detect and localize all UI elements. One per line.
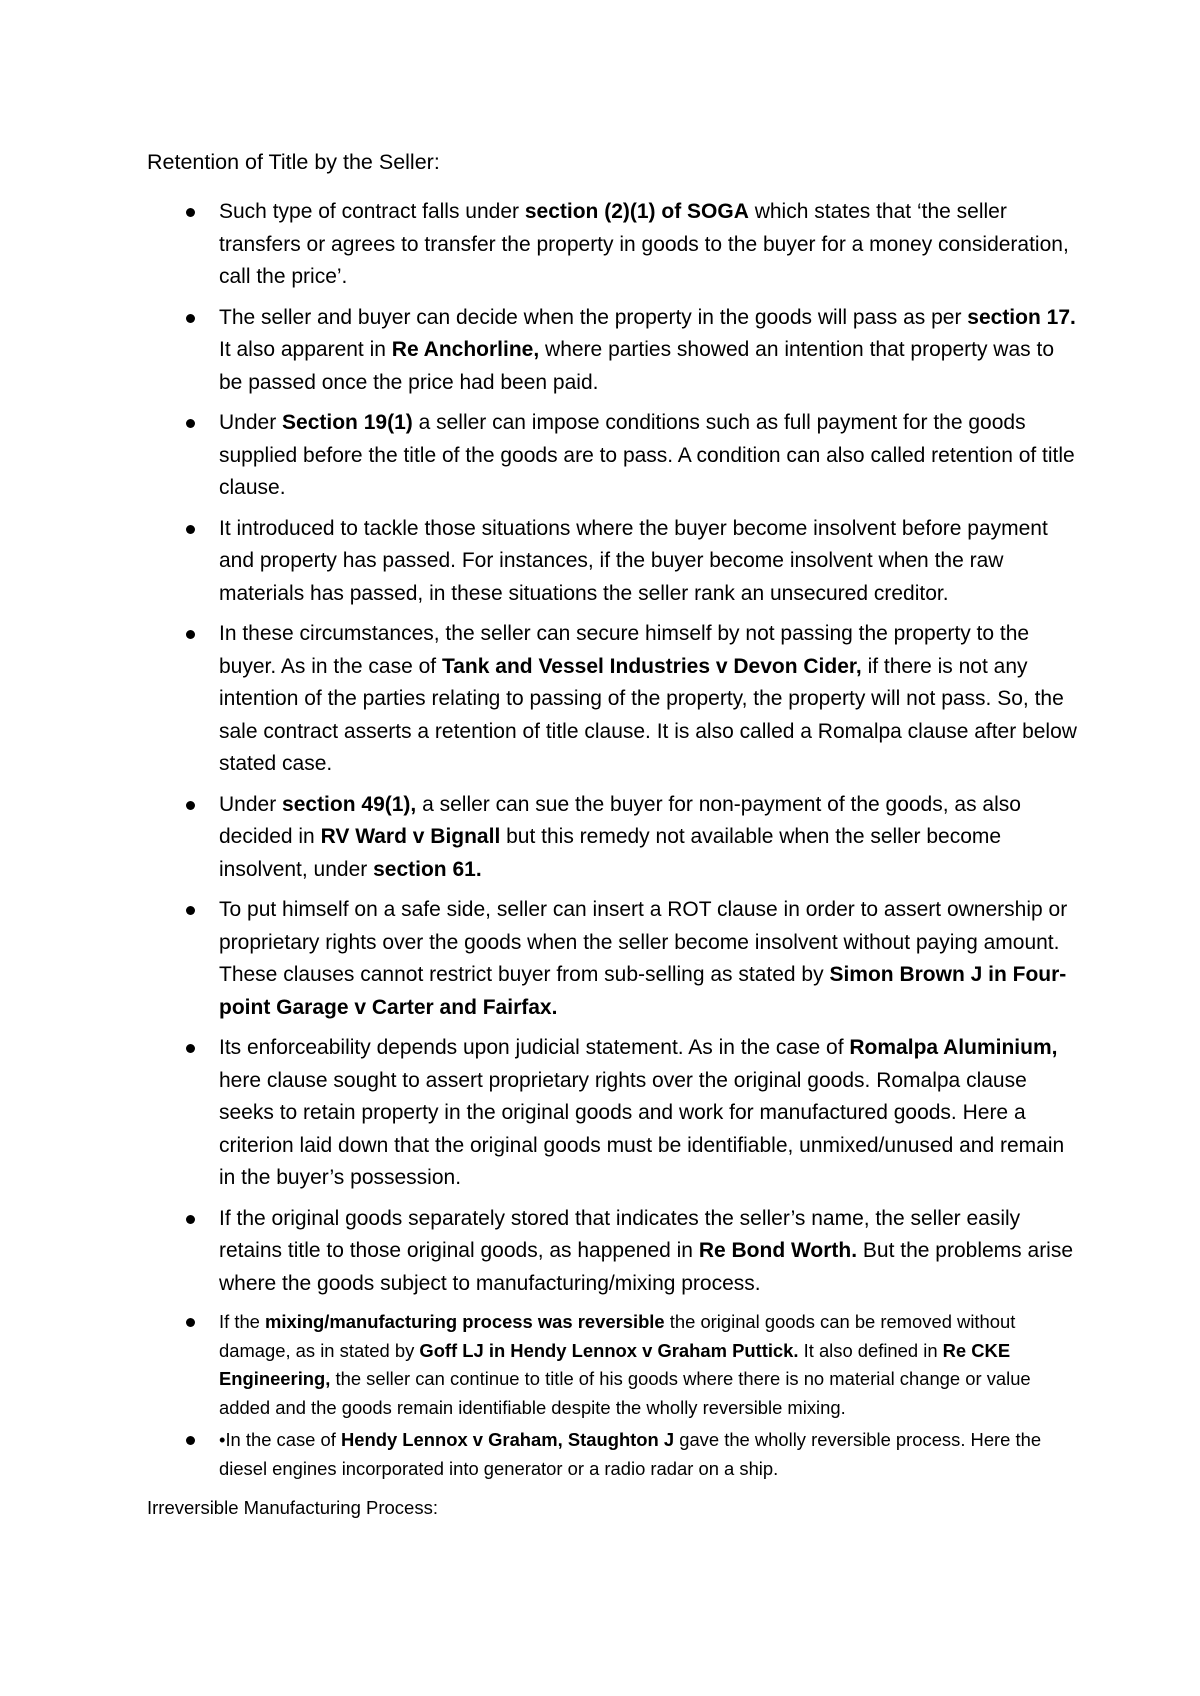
bullet-dot-icon [186,801,195,810]
bullet-dot-icon [186,1318,195,1327]
body-text: It also apparent in [219,338,392,361]
bold-text: Re Anchorline, [391,338,540,361]
bullet-item [0,789,1079,887]
bullet-dot-icon [186,419,195,428]
bold-text: mixing/manufacturing process was reversible [265,1311,665,1332]
body-text: In these circumstances, the seller can secure himself by not passing the property to the buyer. As in the case of [219,622,1030,678]
body-text: if there is not any intention of the parties relating to passing of the property, the property will not pass. So, the sale contract asserts a retention of title clause. It is also called a Romalpa clause after below stated case. [219,654,1077,775]
body-text: •In the case of [219,1429,341,1450]
body-text: Such type of contract falls under [219,200,525,223]
body-text: a seller can sue the buyer for non-payment of the goods, as also decided in [219,792,1021,848]
body-text: where parties showed an intention that property was to be passed once the price had been paid. [219,338,1055,394]
bullet-dot-icon [186,1044,195,1053]
bullet-item [0,1308,1079,1422]
bullet-item [0,894,1079,1024]
bullet-dot-icon [186,208,195,217]
bold-text: Goff LJ in Hendy Lennox v Graham Puttick. [419,1339,799,1361]
body-text: But the problems arise where the goods subject to manufacturing/mixing process. [219,1239,1074,1295]
bold-text: section 17. [967,305,1076,329]
bold-text: section 49(1), [282,792,417,816]
bullet-dot-icon [186,1215,195,1224]
bullet-item [0,618,1079,781]
bullet-dot-icon [186,630,195,639]
bold-text: RV Ward v Bignall [320,825,501,848]
bullet-item [0,407,1079,505]
next-section-heading: Irreversible Manufacturing Process: [147,1497,438,1518]
bold-text: Re CKE Engineering, [219,1339,1011,1389]
body-text: Under [219,411,283,434]
bold-text: section (2)(1) of SOGA [524,200,749,223]
bullet-item [0,513,1079,611]
bullet-item [0,302,1079,400]
bullet-item [0,1203,1079,1301]
bullet-dot-icon [186,525,195,534]
body-text: It introduced to tackle those situations where the buyer become insolvent before payment and property has passed. For instances, if the buyer become insolvent when the raw materials has passed, in these situations the seller rank an unsecured creditor. [219,516,1048,605]
bullet-item [0,1032,1079,1195]
body-text: If the original goods separately stored that indicates the seller’s name, the seller easily retains title to those original goods, as happened in [219,1206,1021,1262]
section-heading: Retention of Title by the Seller: [147,150,440,174]
body-text: If the [219,1311,266,1332]
body-text: The seller and buyer can decide when the property in the goods will pass as per [219,305,968,329]
bold-text: Hendy Lennox v Graham, [340,1429,563,1450]
body-text: Under [219,792,283,816]
body-text: the seller can continue to title of his goods where there is no material change or value added and the goods remain identifiable despite the wholly reversible mixing. [219,1368,1031,1418]
bullet-item [0,196,1079,294]
bullet-list [0,196,1200,1487]
body-text: Its enforceability depends upon judicial statement. As in the case of [219,1036,850,1059]
body-text: but this remedy not available when the seller become insolvent, under [219,825,1002,881]
body-text: which states that ‘the seller transfers or agrees to transfer the property in goods to the buyer for a money consideration, call the price’. [219,200,1069,288]
bullet-item [0,1426,1079,1483]
bullet-dot-icon [186,314,195,323]
body-text: gave the wholly reversible process. Here the diesel engines incorporated into generator or a radio radar on a ship. [219,1429,1042,1479]
bold-text: section 61. [373,857,482,881]
bold-text: Staughton J [567,1429,675,1450]
bold-text: Re Bond Worth. [698,1239,858,1262]
bold-text: Section 19(1) [282,411,413,434]
bold-text: Simon Brown J in Four-point Garage v Carter and Fairfax. [219,963,1067,1019]
body-text: It also defined in [798,1339,943,1361]
body-text: a seller can impose conditions such as full payment for the goods supplied before the title of the goods are to pass. A condition can also called retention of title clause. [219,411,1075,499]
bullet-dot-icon [186,1436,195,1445]
body-text: here clause sought to assert proprietary rights over the original goods. Romalpa clause seeks to retain property in the original goods and work for manufactured goods. Here a criterion laid down that the original goods must be identifiable, unmixed/unused and remain in the buyer’s possession. [219,1068,1065,1189]
bold-text: Tank and Vessel Industries v Devon Cider, [441,654,862,678]
body-text: To put himself on a safe side, seller can insert a ROT clause in order to assert ownership or proprietary rights over the goods when the seller become insolvent without paying amount. These clauses cannot restrict buyer from sub-selling as stated by [219,898,1068,986]
body-text: the original goods can be removed without damage, as in stated by [219,1311,1016,1361]
bullet-dot-icon [186,906,195,915]
bold-text: Romalpa Aluminium, [849,1036,1058,1059]
